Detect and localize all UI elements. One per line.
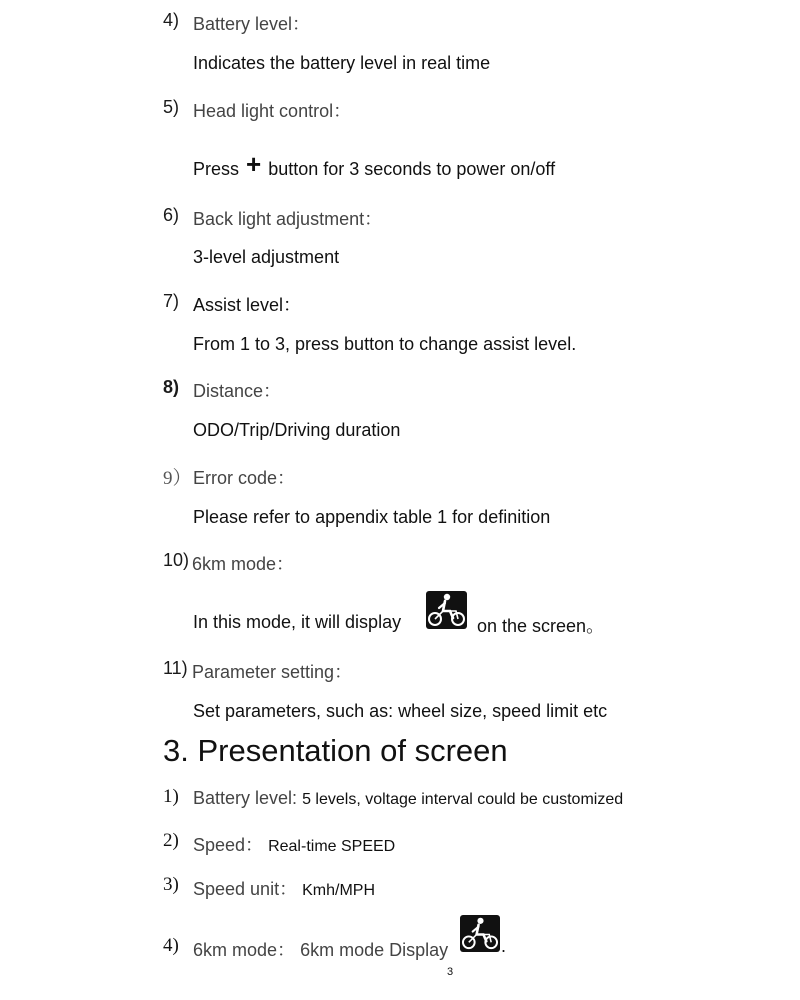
screen-item-desc-6km: 6km mode Display — [300, 940, 449, 960]
screen-item-number: 2) — [163, 830, 179, 851]
item-desc-battery-level: Indicates the battery level in real time — [193, 53, 491, 73]
section-heading: 3. Presentation of screen — [163, 733, 508, 768]
item-title-head-light: Head light control： — [193, 101, 352, 121]
walk-assist-bike-icon — [426, 591, 467, 629]
item-desc-assist-level: From 1 to 3, press button to change assist level. — [193, 334, 577, 354]
item-title-6km-mode: 6km mode： — [192, 554, 295, 574]
item-desc-parameter-setting: Set parameters, such as: wheel size, speed limit etc — [193, 701, 608, 721]
screen-item-title-speed-unit: Speed unit： — [193, 879, 298, 899]
walk-assist-bike-icon — [460, 915, 500, 952]
desc-post-text: button for 3 seconds to power on/off — [268, 159, 556, 179]
item-title-error-code: Error code： — [193, 468, 296, 488]
screen-item-desc-speed-unit: Kmh/MPH — [302, 882, 375, 899]
screen-item-row — [193, 831, 395, 857]
screen-item-row — [193, 788, 623, 809]
screen-item-number: 1) — [163, 786, 179, 807]
item-number: 9） — [163, 468, 192, 489]
item-title-battery-level: Battery level： — [193, 14, 311, 34]
item-number: 7) — [163, 291, 180, 311]
item-desc-error-code: Please refer to appendix table 1 for definition — [193, 507, 551, 527]
screen-item-desc-battery: 5 levels, voltage interval could be customized — [302, 791, 624, 808]
screen-item-number: 4) — [163, 935, 179, 956]
screen-item-desc-speed: Real-time SPEED — [268, 838, 396, 855]
item-title-parameter-setting: Parameter setting： — [192, 662, 353, 682]
item-title-assist-level: Assist level： — [193, 295, 302, 315]
item-number: 11) — [163, 658, 188, 678]
item-number: 6) — [163, 205, 180, 225]
page-number: 3 — [447, 966, 454, 978]
item-desc-6km-mode-suffix: on the screen。 — [477, 616, 605, 636]
screen-item-title-speed: Speed： — [193, 835, 264, 855]
screen-item-suffix: . — [501, 936, 507, 956]
screen-item-title-6km: 6km mode： — [193, 940, 296, 960]
item-title-back-light: Back light adjustment： — [193, 209, 383, 229]
item-desc-6km-mode: In this mode, it will display — [193, 612, 402, 632]
screen-item-number: 3) — [163, 874, 179, 895]
item-title-distance: Distance： — [193, 381, 282, 401]
screen-item-row — [193, 936, 448, 962]
item-number: 4) — [163, 10, 180, 30]
desc-pre-text: Press — [193, 159, 240, 179]
item-desc-head-light — [193, 149, 556, 180]
item-desc-distance: ODO/Trip/Driving duration — [193, 420, 401, 440]
item-desc-back-light: 3-level adjustment — [193, 247, 340, 267]
plus-icon: + — [246, 149, 262, 179]
screen-item-title-battery: Battery level: — [193, 788, 298, 808]
item-number: 10) — [163, 550, 190, 570]
item-number: 5) — [163, 97, 180, 117]
screen-item-row — [193, 875, 375, 901]
item-number: 8) — [163, 377, 180, 397]
